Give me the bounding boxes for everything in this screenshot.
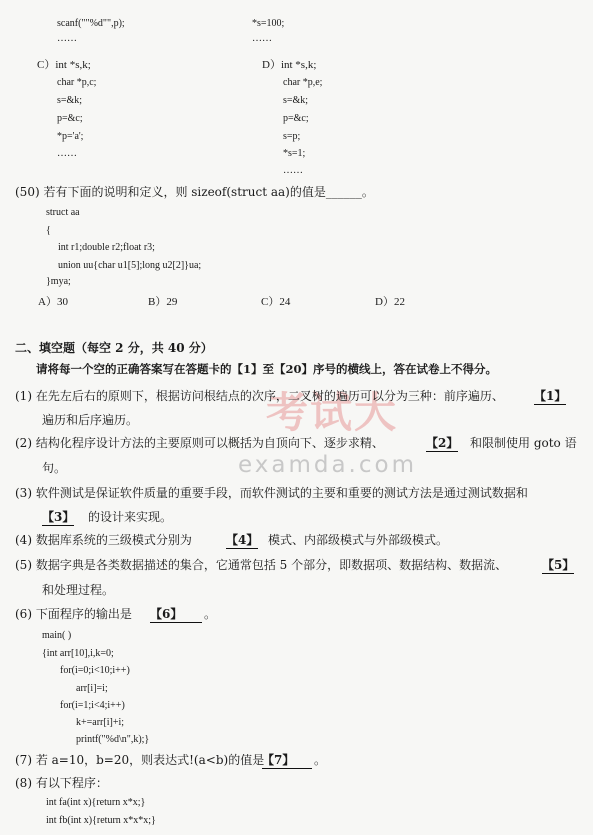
code-line: char *p,c; bbox=[57, 77, 97, 88]
code-line: }mya; bbox=[46, 276, 71, 287]
code-line: *s=1; bbox=[283, 148, 306, 159]
question-1-blank bbox=[534, 387, 566, 405]
question-6-blank bbox=[150, 605, 202, 623]
question-2-text: (2) 结构化程序设计方法的主要原则可以概括为自顶向下、逐步求精、 bbox=[15, 436, 384, 450]
question-2-blank bbox=[426, 434, 458, 452]
question-7-text-end: 。 bbox=[314, 753, 327, 767]
blank-label: 【3】 bbox=[42, 510, 75, 524]
question-1-text-cont: 遍历和后序遍历。 bbox=[42, 413, 139, 427]
question-50-stem: (50) 若有下面的说明和定义，则 sizeof(struct aa)的值是______。 bbox=[15, 185, 374, 199]
code-line: for(i=1;i<4;i++) bbox=[60, 700, 125, 711]
code-line: arr[i]=i; bbox=[76, 683, 108, 694]
code-line: {int arr[10],i,k=0; bbox=[42, 648, 114, 659]
code-line: p=&c; bbox=[283, 113, 309, 124]
blank-label: 【5】 bbox=[542, 558, 575, 572]
code-line: …… bbox=[283, 165, 303, 176]
code-line: p=&c; bbox=[57, 113, 83, 124]
code-line: …… bbox=[57, 148, 77, 159]
question-2-text-mid: 和限制使用 goto 语 bbox=[470, 436, 577, 450]
code-line: …… bbox=[57, 33, 77, 44]
question-6-text-end: 。 bbox=[204, 607, 217, 621]
question-3-text-cont: 的设计来实现。 bbox=[88, 510, 173, 524]
option-d: D）22 bbox=[375, 296, 405, 308]
code-line: s=&k; bbox=[57, 95, 83, 106]
blank-label: 【1】 bbox=[534, 389, 567, 403]
question-4-text-cont: 模式、内部级模式与外部级模式。 bbox=[268, 533, 449, 547]
blank-label: 【7】 bbox=[262, 751, 312, 769]
code-line: k+=arr[i]+i; bbox=[76, 717, 125, 728]
blank-label: 【4】 bbox=[226, 533, 259, 547]
question-8-text: (8) 有以下程序： bbox=[15, 776, 108, 790]
code-line: union uu{char u1[5];long u2[2]}ua; bbox=[58, 260, 202, 271]
question-5-text-cont: 和处理过程。 bbox=[42, 583, 115, 597]
blank-label: 【2】 bbox=[426, 436, 459, 450]
code-line: s=&k; bbox=[283, 95, 309, 106]
option-c-label: C）int *s,k; bbox=[37, 59, 91, 71]
question-5-text: (5) 数据字典是各类数据描述的集合，它通常包括 5 个部分，即数据项、数据结构、数据流、 bbox=[15, 558, 508, 572]
code-line: scanf(""%d"",p); bbox=[57, 18, 125, 29]
question-4-text: (4) 数据库系统的三级模式分别为 bbox=[15, 533, 192, 547]
question-3-text: (3) 软件测试是保证软件质量的重要手段，而软件测试的主要和重要的测试方法是通过测试数据和 bbox=[15, 486, 528, 500]
question-4-blank bbox=[226, 531, 258, 549]
question-2-text-cont: 句。 bbox=[42, 461, 67, 475]
code-line: printf("%d\n",k);} bbox=[76, 734, 150, 745]
code-line: char *p,e; bbox=[283, 77, 323, 88]
section-title: 二、填空题（每空 2 分，共 40 分） bbox=[15, 341, 213, 355]
question-3-blank bbox=[42, 508, 74, 526]
code-line: main( ) bbox=[42, 630, 72, 641]
watermark-logo: 考试大 bbox=[266, 388, 399, 437]
code-line: struct aa bbox=[46, 207, 80, 218]
question-7-text: (7) 若 a=10，b=20，则表达式!(a<b)的值是 bbox=[15, 753, 265, 767]
watermark-url: examda.com bbox=[238, 452, 417, 478]
code-line: int fb(int x){return x*x*x;} bbox=[46, 815, 156, 826]
code-line: s=p; bbox=[283, 131, 301, 142]
blank-label: 【6】 bbox=[150, 605, 202, 623]
option-a: A）30 bbox=[38, 296, 68, 308]
code-line: for(i=0;i<10;i++) bbox=[60, 665, 130, 676]
question-1-text: (1) 在先左后右的原则下，根据访问根结点的次序，二叉树的遍历可以分为三种：前序遍历、 bbox=[15, 389, 504, 403]
code-line: *p='a'; bbox=[57, 131, 84, 142]
question-6-text: (6) 下面程序的输出是 bbox=[15, 607, 132, 621]
option-c: C）24 bbox=[261, 296, 291, 308]
code-line: …… bbox=[252, 33, 272, 44]
section-instruction: 请将每一个空的正确答案写在答题卡的【1】至【20】序号的横线上，答在试卷上不得分。 bbox=[36, 362, 498, 376]
code-line: int fa(int x){return x*x;} bbox=[46, 797, 146, 808]
option-d-label: D）int *s,k; bbox=[262, 59, 317, 71]
code-line: int r1;double r2;float r3; bbox=[58, 242, 155, 253]
question-5-blank bbox=[542, 556, 574, 574]
code-line: *s=100; bbox=[252, 18, 285, 29]
code-line: { bbox=[46, 225, 51, 236]
question-7-blank bbox=[262, 751, 312, 769]
option-b: B）29 bbox=[148, 296, 178, 308]
